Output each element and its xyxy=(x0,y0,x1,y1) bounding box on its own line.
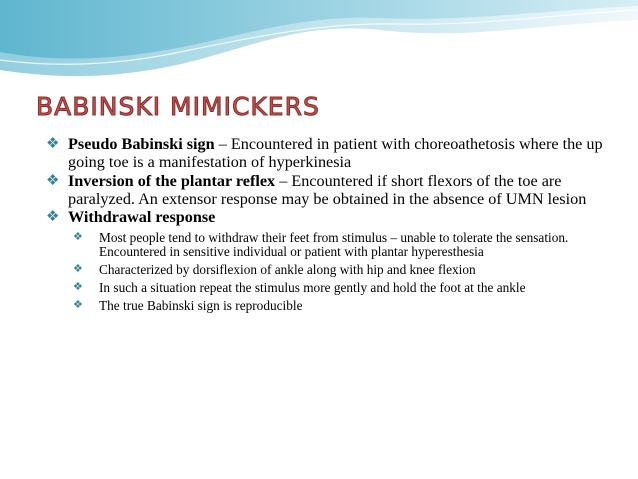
bullet-text xyxy=(68,135,606,172)
bullet-term: Pseudo Babinski sign xyxy=(68,135,215,153)
bullet-item-inversion-plantar-reflex xyxy=(46,172,606,209)
diamond-bullet-icon: ❖ xyxy=(73,299,83,312)
bullet-item-pseudo-babinski xyxy=(46,135,606,172)
diamond-bullet-icon: ❖ xyxy=(46,136,60,152)
sub-bullet-text: The true Babinski sign is reproducible xyxy=(99,298,303,314)
bullet-term: Inversion of the plantar reflex xyxy=(68,171,276,190)
bullet-text xyxy=(68,172,606,209)
sub-bullet-item xyxy=(73,231,606,257)
bullet-description: – Encountered in patient with choreoathetosis where the up going toe is a manifestation of hyperkinesia xyxy=(68,135,603,172)
sub-bullet-item xyxy=(73,281,606,294)
diamond-bullet-icon: ❖ xyxy=(46,209,60,226)
diamond-bullet-icon: ❖ xyxy=(73,231,83,244)
slide-title: BABINSKI MIMICKERS xyxy=(36,92,320,121)
bullet-description: – Encountered if short flexors of the toe are paralyzed. An extensor response may be obtained in the absence of UMN lesion xyxy=(68,171,587,208)
sub-bullet-item xyxy=(73,263,606,276)
bullet-list xyxy=(46,135,606,313)
sub-bullet-item xyxy=(73,299,606,312)
bullet-item-withdrawal-response xyxy=(46,208,606,226)
bullet-term: Withdrawal response xyxy=(68,208,216,227)
diamond-bullet-icon: ❖ xyxy=(46,172,60,189)
header-wave-decoration xyxy=(0,0,638,90)
diamond-bullet-icon: ❖ xyxy=(73,281,83,294)
withdrawal-subitems xyxy=(46,231,606,312)
diamond-bullet-icon: ❖ xyxy=(73,262,83,275)
sub-bullet-text: In such a situation repeat the stimulus more gently and hold the foot at the ankle xyxy=(99,280,526,296)
sub-bullet-text: Most people tend to withdraw their feet from stimulus – unable to tolerate the sensation. Encountered in sensitive individual or patient with plantar hyperesthesia xyxy=(99,230,569,259)
sub-bullet-text: Characterized by dorsiflexion of ankle along with hip and knee flexion xyxy=(99,261,476,277)
bullet-text xyxy=(68,208,606,226)
